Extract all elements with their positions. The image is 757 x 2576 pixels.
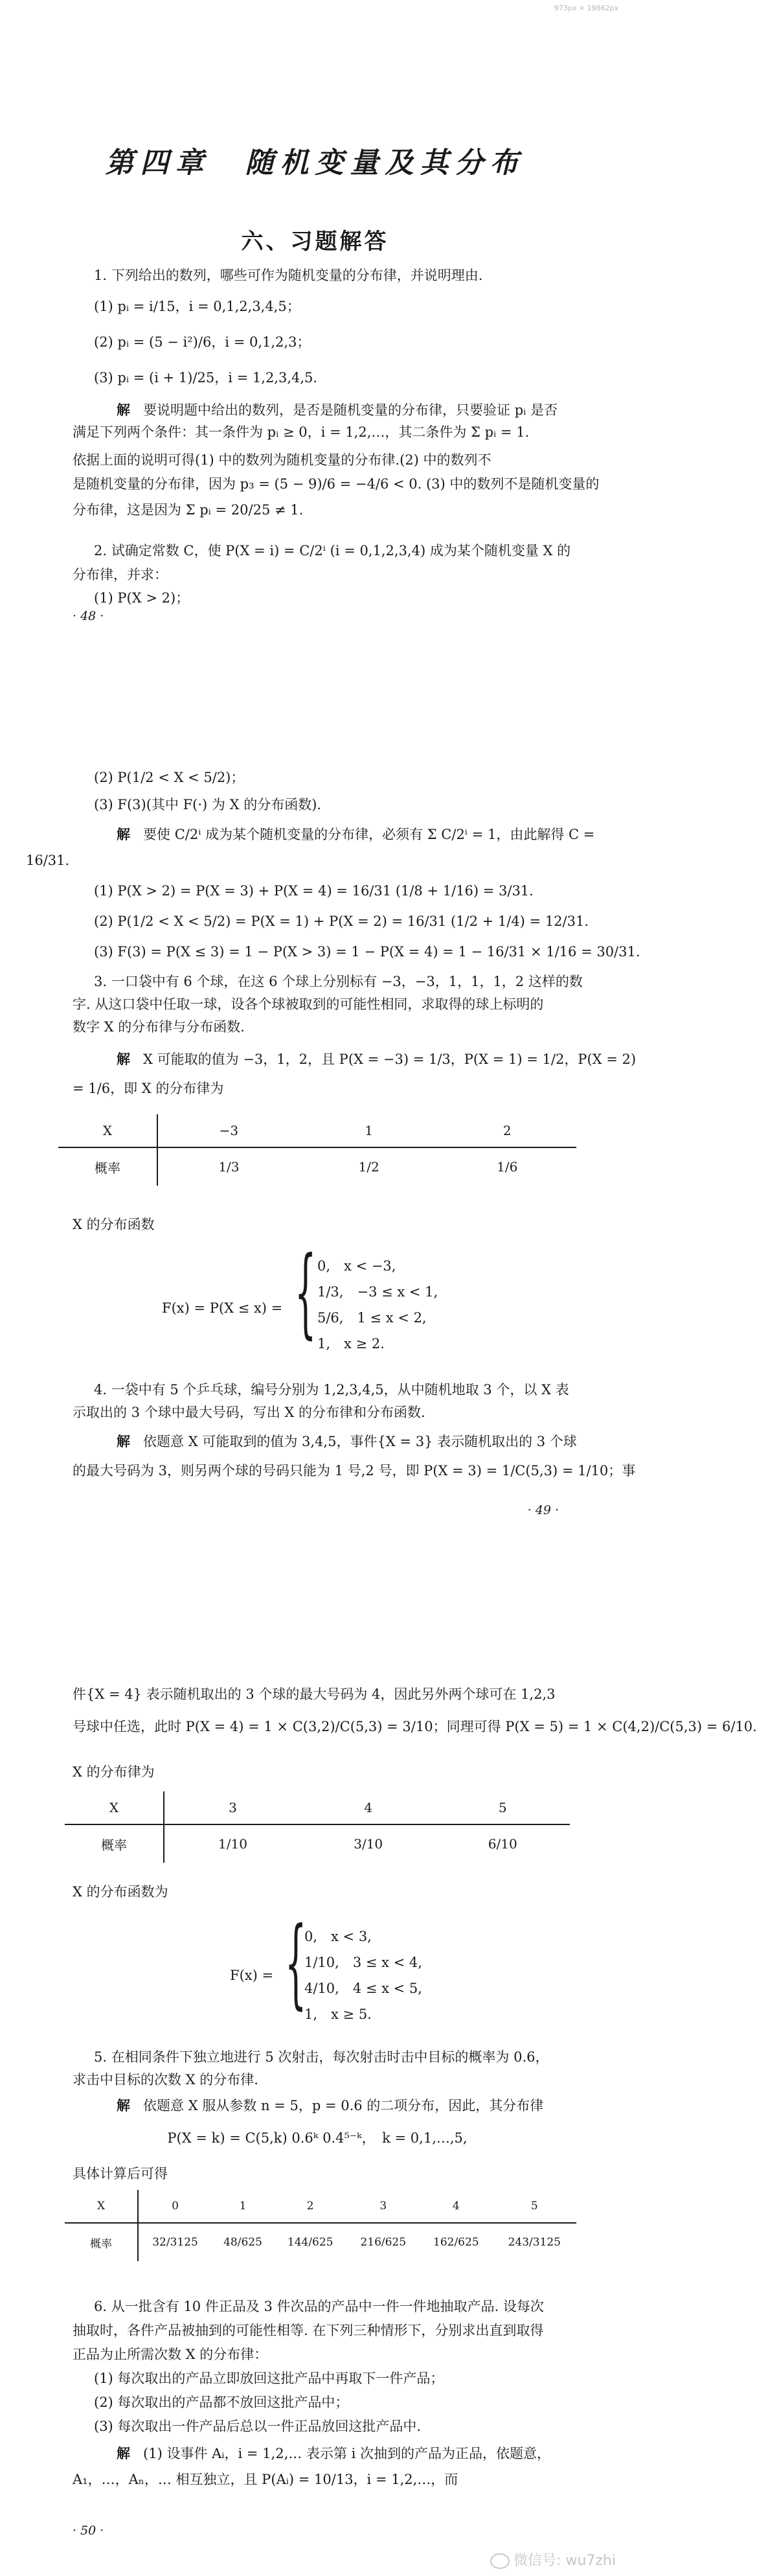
table-header-cell: 3 — [164, 1791, 301, 1824]
solution-label: 解 — [117, 2445, 130, 2461]
table-cell: 32/3125 — [152, 2236, 198, 2249]
table-header-cell: 2 — [438, 1114, 576, 1147]
table-cell: 48/625 — [223, 2236, 262, 2249]
table-header-cell: 0 — [138, 2190, 212, 2223]
question-2-line-c: (1) P(X > 2)； — [94, 590, 190, 606]
cdf-lhs: F(x) = P(X ≤ x) = — [162, 1300, 283, 1316]
cdf-case: 0, x < 3, — [304, 1929, 372, 1944]
p2-solution-4-a-text: 依题意 X 可能取到的值为 3,4,5，事件{X = 3} 表示随机取出的 3 个球 — [143, 1434, 577, 1449]
q1-item-1: (1) pᵢ = i/15，i = 0,1,2,3,4,5； — [94, 299, 300, 314]
image-dimensions-label: 973px × 19862px — [554, 4, 618, 12]
q1-item-2: (2) pᵢ = (5 − i²)/6，i = 0,1,2,3； — [94, 334, 311, 350]
question-6-item-1: (1) 每次取出的产品立即放回这批产品中再取下一件产品； — [94, 2371, 444, 2386]
p2-cdf-intro: X 的分布函数 — [73, 1217, 155, 1232]
table-cell: 162/625 — [433, 2236, 479, 2249]
table-header-cell: −3 — [157, 1114, 300, 1147]
question-4-line-b: 示取出的 3 个球中最大号码，写出 X 的分布律和分布函数. — [73, 1405, 425, 1420]
page-number: · 49 · — [527, 1503, 559, 1517]
solution-1-line-b: 满足下列两个条件：其一条件为 pᵢ ≥ 0，i = 1,2,…，其二条件为 Σ pᵢ = 1. — [73, 424, 530, 440]
p3-line-3: X 的分布律为 — [73, 1764, 155, 1780]
p3-line-9: 具体计算后可得 — [73, 2166, 168, 2181]
table-header-cell: 2 — [274, 2190, 347, 2223]
p2-line-1: (2) P(1/2 < X < 5/2)； — [94, 770, 245, 785]
solution-1-line-d: 是随机变量的分布律，因为 p₃ = (5 − 9)/6 = −4/6 < 0. (3) 中的数列不是随机变量的 — [73, 476, 600, 492]
solution-1-line-a — [117, 400, 615, 420]
p3-solution-6-b: A₁，…，Aₙ，… 相互独立，且 P(Aᵢ) = 10/13，i = 1,2,…，而 — [73, 2472, 458, 2487]
table-cell: 6/10 — [488, 1836, 517, 1852]
table-row-label: 概率 — [65, 2223, 138, 2261]
table-header-cell: 4 — [420, 2190, 493, 2223]
solution-label: 解 — [117, 402, 130, 418]
section-title: 六、习题解答 — [241, 229, 389, 255]
cdf-case: 1, x ≥ 2. — [317, 1336, 385, 1351]
cdf-brace: { — [285, 1907, 307, 2019]
p3-solution-5-a — [117, 2096, 615, 2115]
cdf-case: 1, x ≥ 5. — [304, 2007, 372, 2022]
cdf-case: 0, x < −3, — [317, 1258, 396, 1274]
solution-1-text-a: 要说明题中给出的数列，是否是随机变量的分布律，只要验证 pᵢ 是否 — [143, 402, 558, 418]
table-row-label: 概率 — [58, 1147, 157, 1186]
p2-solution-3-a-text: X 可能取的值为 −3，1，2，且 P(X = −3) = 1/3，P(X = 1) = 1/2，P(X = 2) — [143, 1052, 637, 1067]
table-row — [65, 1824, 570, 1863]
p2-line-3-text: 要使 C/2ⁱ 成为某个随机变量的分布律，必须有 Σ C/2ⁱ = 1，由此解得 C = — [143, 827, 595, 842]
table-header-row — [65, 2190, 576, 2223]
p3-line-2: 号球中任选，此时 P(X = 4) = 1 × C(3,2)/C(5,3) = 3/10；同理可得 P(X = 5) = 1 × C(4,2)/C(5,3) = 6/10. — [73, 1719, 757, 1734]
table-row — [58, 1147, 576, 1186]
question-1: 1. 下列给出的数列，哪些可作为随机变量的分布律，并说明理由. — [94, 268, 483, 283]
table-cell: 1/6 — [497, 1159, 518, 1175]
table-row-label: 概率 — [65, 1824, 164, 1863]
p3-solution-5-a-text: 依题意 X 服从参数 n = 5，p = 0.6 的二项分布，因此，其分布律 — [143, 2098, 544, 2113]
table-header-cell: 1 — [212, 2190, 274, 2223]
distribution-table-q4 — [65, 1791, 570, 1863]
p2-line-6: (2) P(1/2 < X < 5/2) = P(X = 1) + P(X = 2) = 16/31 (1/2 + 1/4) = 12/31. — [94, 914, 589, 929]
page-number: · 48 · — [73, 609, 104, 623]
page-48 — [0, 26, 630, 748]
p2-solution-4-a — [117, 1432, 615, 1451]
p2-line-4: 16/31. — [26, 853, 70, 868]
question-2-line-b: 分布律，并求： — [73, 567, 168, 582]
question-3-line-c: 数字 X 的分布律与分布函数. — [73, 1019, 245, 1035]
table-cell: 1/2 — [358, 1159, 379, 1175]
question-3-line-b: 字. 从这口袋中任取一球，设各个球被取到的可能性相同，求取得的球上标明的 — [73, 996, 544, 1012]
question-6-line-a: 6. 从一批含有 10 件正品及 3 件次品的产品中一件一件地抽取产品. 设每次 — [94, 2299, 544, 2314]
p2-solution-3-b: = 1/6，即 X 的分布律为 — [73, 1081, 224, 1096]
p3-solution-6-a-text: (1) 设事件 Aᵢ，i = 1,2,… 表示第 i 次抽到的产品为正品，依题意， — [143, 2446, 550, 2461]
chapter-title: 第四章 随机变量及其分布 — [105, 146, 525, 179]
p2-line-7: (3) F(3) = P(X ≤ 3) = 1 − P(X > 3) = 1 − P(X = 4) = 1 − 16/31 × 1/16 = 30/31. — [94, 944, 640, 960]
p3-line-1: 件{X = 4} 表示随机取出的 3 个球的最大号码为 4，因此另外两个球可在 1,2,3 — [73, 1686, 556, 1702]
page-separator — [0, 1639, 630, 1652]
table-header-cell: 4 — [301, 1791, 436, 1824]
page-number: · 50 · — [73, 2524, 104, 2538]
table-header-row — [65, 1791, 570, 1824]
table-header-cell: X — [58, 1114, 157, 1147]
page-49 — [0, 761, 640, 1639]
table-header-row — [58, 1114, 576, 1147]
table-cell: 1/3 — [218, 1159, 240, 1175]
table-cell: 243/3125 — [508, 2236, 561, 2249]
table-row — [65, 2223, 576, 2261]
solution-label: 解 — [117, 826, 130, 842]
table-header-cell: X — [65, 2190, 138, 2223]
question-6-item-3: (3) 每次取出一件产品后总以一件正品放回这批产品中. — [94, 2419, 422, 2434]
p2-solution-3-a — [117, 1050, 637, 1069]
cdf-case: 1/3, −3 ≤ x < 1, — [317, 1284, 438, 1300]
p3-line-4: X 的分布函数为 — [73, 1884, 168, 1900]
cdf-brace: { — [295, 1236, 317, 1349]
top-bar — [0, 0, 630, 26]
question-6-item-2: (2) 每次取出的产品都不放回这批产品中； — [94, 2395, 349, 2410]
table-cell: 216/625 — [360, 2236, 407, 2249]
p3-solution-6-a — [117, 2444, 615, 2463]
binomial-formula: P(X = k) = C(5,k) 0.6ᵏ 0.4⁵⁻ᵏ， k = 0,1,…,5, — [167, 2130, 468, 2146]
watermark-text: 微信号: wu7zhi — [514, 2553, 616, 2569]
q1-item-3: (3) pᵢ = (i + 1)/25，i = 1,2,3,4,5. — [94, 370, 318, 385]
p2-line-2: (3) F(3)(其中 F(·) 为 X 的分布函数). — [94, 797, 322, 812]
question-5-line-b: 求击中目标的次数 X 的分布律. — [73, 2072, 258, 2087]
p2-solution-4-b: 的最大号码为 3，则另两个球的号码只能为 1 号,2 号，即 P(X = 3) = 1/C(5,3) = 1/10；事 — [73, 1463, 636, 1478]
table-header-cell: 3 — [346, 2190, 420, 2223]
table-header-cell: X — [65, 1791, 164, 1824]
question-2-line-a: 2. 试确定常数 C，使 P(X = i) = C/2ⁱ (i = 0,1,2,3,4) 成为某个随机变量 X 的 — [94, 543, 571, 558]
solution-label: 解 — [117, 2097, 130, 2113]
cdf-case: 1/10, 3 ≤ x < 4, — [304, 1955, 422, 1970]
page-50 — [0, 1652, 757, 2576]
table-header-cell: 5 — [493, 2190, 576, 2223]
p2-line-5: (1) P(X > 2) = P(X = 3) + P(X = 4) = 16/31 (1/8 + 1/16) = 3/31. — [94, 883, 534, 899]
table-header-cell: 1 — [300, 1114, 438, 1147]
cdf-case: 5/6, 1 ≤ x < 2, — [317, 1310, 427, 1326]
table-cell: 144/625 — [287, 2236, 333, 2249]
distribution-table-q5 — [65, 2190, 576, 2261]
table-header-cell: 5 — [435, 1791, 570, 1824]
question-4-line-a: 4. 一袋中有 5 个乒乓球，编号分别为 1,2,3,4,5，从中随机地取 3 个，以 X 表 — [94, 1382, 569, 1397]
cdf-case: 4/10, 4 ≤ x < 5, — [304, 1981, 422, 1996]
question-5-line-a: 5. 在相同条件下独立地进行 5 次射击，每次射击时击中目标的概率为 0.6， — [94, 2049, 549, 2065]
p2-line-3 — [117, 825, 615, 844]
page-separator — [0, 748, 630, 761]
solution-1-line-e: 分布律，这是因为 Σ pᵢ = 20/25 ≠ 1. — [73, 502, 304, 518]
wechat-watermark — [490, 2549, 616, 2570]
solution-label: 解 — [117, 1051, 130, 1067]
question-6-line-b: 抽取时，各件产品被抽到的可能性相等. 在下列三种情形下，分别求出直到取得 — [73, 2323, 544, 2338]
question-6-line-c: 正品为止所需次数 X 的分布律： — [73, 2347, 268, 2362]
table-cell: 1/10 — [218, 1836, 247, 1852]
solution-label: 解 — [117, 1433, 130, 1449]
solution-1-line-c: 依据上面的说明可得(1) 中的数列为随机变量的分布律.(2) 中的数列不 — [73, 452, 491, 468]
wechat-icon — [490, 2553, 510, 2569]
distribution-table-q3 — [58, 1114, 576, 1186]
question-3-line-a: 3. 一口袋中有 6 个球，在这 6 个球上分别标有 −3，−3，1，1，1，2 这样的数 — [94, 974, 583, 989]
cdf-lhs: F(x) = — [230, 1968, 274, 1983]
table-cell: 3/10 — [354, 1836, 383, 1852]
